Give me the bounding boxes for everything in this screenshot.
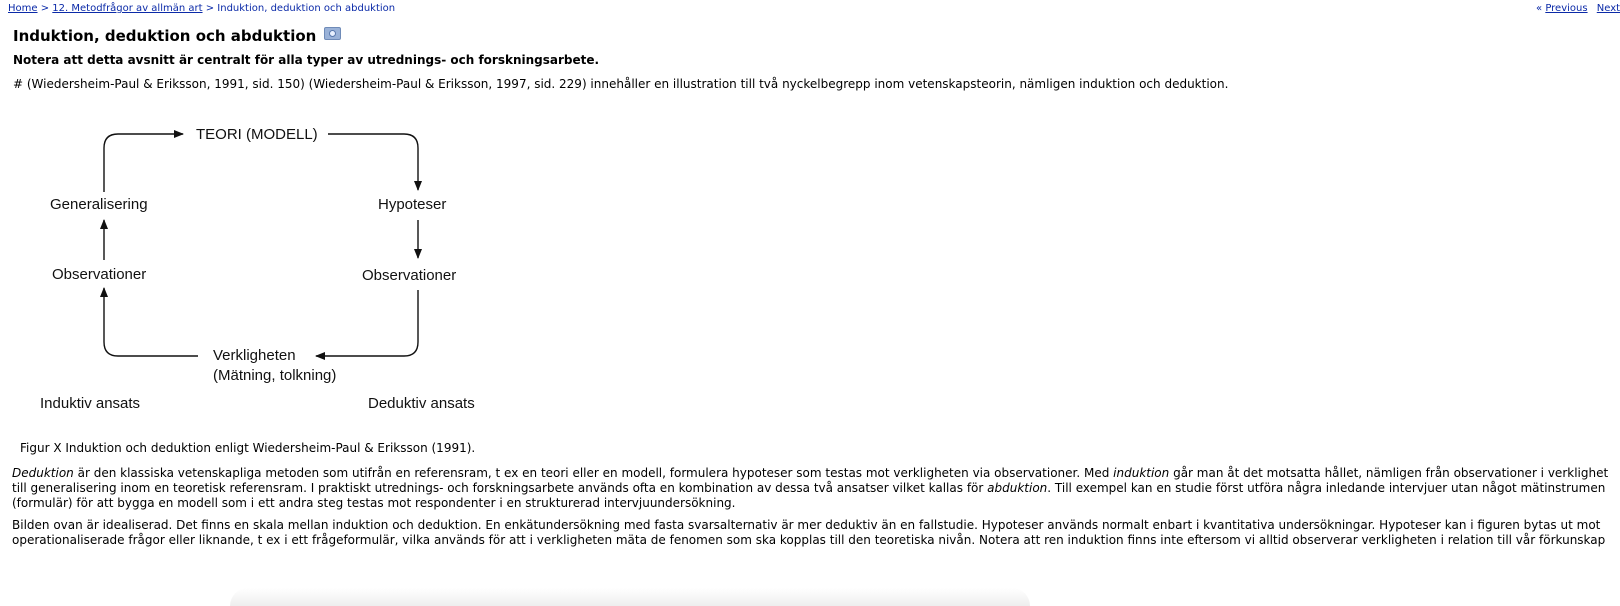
previous-link[interactable]: Previous — [1545, 3, 1588, 14]
figure-label-theory: TEORI (MODELL) — [196, 126, 318, 143]
term-deduktion: Deduktion — [12, 466, 74, 480]
figure-label-observationer-left: Observationer — [52, 266, 147, 283]
camera-icon[interactable] — [324, 27, 341, 40]
figure-label-hypoteser: Hypoteser — [378, 196, 447, 213]
lead-note: Notera att detta avsnitt är centralt för alla typer av utrednings- och forskningsarbete. — [13, 53, 600, 67]
breadcrumb-section-link[interactable]: 12. Metodfrågor av allmän art — [52, 3, 203, 14]
next-link[interactable]: Next — [1596, 3, 1620, 14]
term-induktion: induktion — [1113, 466, 1170, 480]
induction-deduction-figure — [0, 110, 520, 430]
bottom-shadow-divider — [230, 588, 1030, 606]
breadcrumb-home-link[interactable]: Home — [8, 3, 38, 14]
citation-text: # (Wiedersheim-Paul & Eriksson, 1991, sid. 150) (Wiedersheim-Paul & Eriksson, 1997, sid. 229) innehåller en illustration till två nyckelbegrepp inom vetenskapsteorin, nämligen induktion och deduktion. — [13, 77, 1229, 91]
double-chevron-left-icon: « — [1536, 3, 1543, 14]
page-nav — [1536, 2, 1620, 15]
paragraph-text: går man åt det motsatta hållet, nämligen från observationer i verklighet — [1169, 466, 1609, 480]
paragraph-idealized — [12, 518, 1616, 548]
figure-label-generalisering: Generalisering — [50, 196, 148, 213]
breadcrumb — [8, 2, 395, 15]
paragraph-text: är den klassiska vetenskapliga metoden som utifrån en referensram, t ex en teori eller en modell, formulera hypoteser som testas mot verkligheten via observationer. Med — [73, 466, 1114, 480]
figure-label-verkligheten: Verkligheten — [213, 347, 296, 364]
breadcrumb-separator: > — [40, 3, 50, 14]
figure-label-matning: (Mätning, tolkning) — [213, 367, 337, 384]
paragraph-deduction-induction — [12, 466, 1616, 511]
figure-label-observationer-right: Observationer — [362, 267, 457, 284]
term-abduktion: abduktion — [987, 481, 1048, 495]
arrow-generalisering-to-theory — [104, 134, 183, 192]
figure-label-deduktiv: Deduktiv ansats — [368, 395, 475, 412]
paragraph-text: till generalisering inom en teoretisk referensram. I praktiskt utrednings- och forskningsarbete används ofta en kombination av dessa två ansatser vilket kallas för — [12, 481, 988, 495]
paragraph-text: . Till exempel kan en studie först utföra några inledande intervjuer utan något mätinstrumen — [1047, 481, 1606, 495]
page-title-heading — [13, 26, 341, 46]
paragraph-line — [12, 481, 1616, 496]
arrow-theory-to-hypoteser — [328, 134, 418, 190]
figure-caption: Figur X Induktion och deduktion enligt Wiedersheim-Paul & Eriksson (1991). — [20, 441, 476, 455]
paragraph-line — [12, 466, 1616, 481]
arrow-observationer-to-verkligheten — [316, 290, 418, 356]
breadcrumb-current: Induktion, deduktion och abduktion — [217, 3, 396, 14]
breadcrumb-separator: > — [205, 3, 215, 14]
arrow-verkligheten-to-observationer — [104, 288, 198, 356]
page-title: Induktion, deduktion och abduktion — [13, 27, 317, 45]
figure-label-induktiv: Induktiv ansats — [40, 395, 141, 412]
paragraph-line: Bilden ovan är idealiserad. Det finns en skala mellan induktion och deduktion. En enkätundersökning med fasta svarsalternativ är mer deduktiv än en fallstudie. Hypoteser används normalt enbart i kvantitativa undersökningar. Hypoteser kan i figuren bytas ut mot — [12, 518, 1601, 532]
paragraph-line: (formulär) för att bygga en modell som i ett andra steg testas mot respondenter i en strukturerad intervjuundersökning. — [12, 496, 736, 510]
paragraph-line: operationaliserade frågor eller liknande, t ex i ett frågeformulär, vilka används för att i verkligheten mäta de fenomen som ska kopplas till den teoretiska nivån. Notera att ren induktion finns inte eftersom vi alltid observerar verkligheten i relation till vår förkunskap — [12, 533, 1606, 547]
